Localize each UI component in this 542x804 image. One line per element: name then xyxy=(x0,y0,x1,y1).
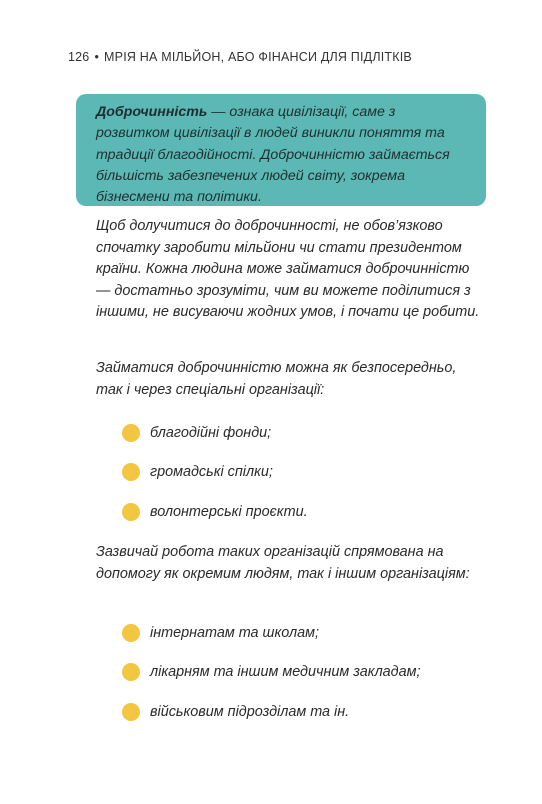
list-item: військовим підрозділам та ін. xyxy=(122,701,349,723)
bullet-dot-icon xyxy=(122,424,140,442)
paragraph-ways: Займатися доброчинністю можна як безпосередньо, так і через спеціальні організації: xyxy=(96,360,457,398)
callout-text xyxy=(96,102,472,208)
bullet-dot-icon xyxy=(122,624,140,642)
bullet-dot-icon xyxy=(122,503,140,521)
bullet-dot-icon xyxy=(122,663,140,681)
definition-callout xyxy=(76,94,486,206)
running-header xyxy=(68,50,412,64)
book-title: МРІЯ НА МІЛЬЙОН, АБО ФІНАНСИ ДЛЯ ПІДЛІТКІВ xyxy=(104,50,412,64)
list-item: благодійні фонди; xyxy=(122,422,271,444)
list-item: громадські спілки; xyxy=(122,461,273,483)
callout-definition: — ознака цивілізації, саме з розвитком цивілізації в людей виникли поняття та традиції благодійності. Доброчинністю займається більшість забезпечених людей світу, зокрема бізнесмени та політики. xyxy=(96,104,450,206)
list-item: волонтерські проєкти. xyxy=(122,501,308,523)
bullet-dot-icon xyxy=(122,463,140,481)
callout-term: Доброчинність xyxy=(96,104,208,120)
page-number: 126 xyxy=(68,50,90,64)
paragraph-recipients: Зазвичай робота таких організацій спрямована на допомогу як окремим людям, так і іншим організаціям: xyxy=(96,544,470,582)
paragraph-intro: Щоб долучитися до доброчинності, не обов’язково спочатку заробити мільйони чи стати президентом країни. Кожна людина може займатися доброчинністю — достатньо зрозуміти, чим ви можете поділитися з іншими, не висуваючи жодних умов, і почати це робити. xyxy=(96,218,480,321)
bullet-dot-icon xyxy=(122,703,140,721)
list-item: інтернатам та школам; xyxy=(122,622,319,644)
list-item: лікарням та іншим медичним закладам; xyxy=(122,661,421,683)
header-separator: • xyxy=(94,50,100,64)
